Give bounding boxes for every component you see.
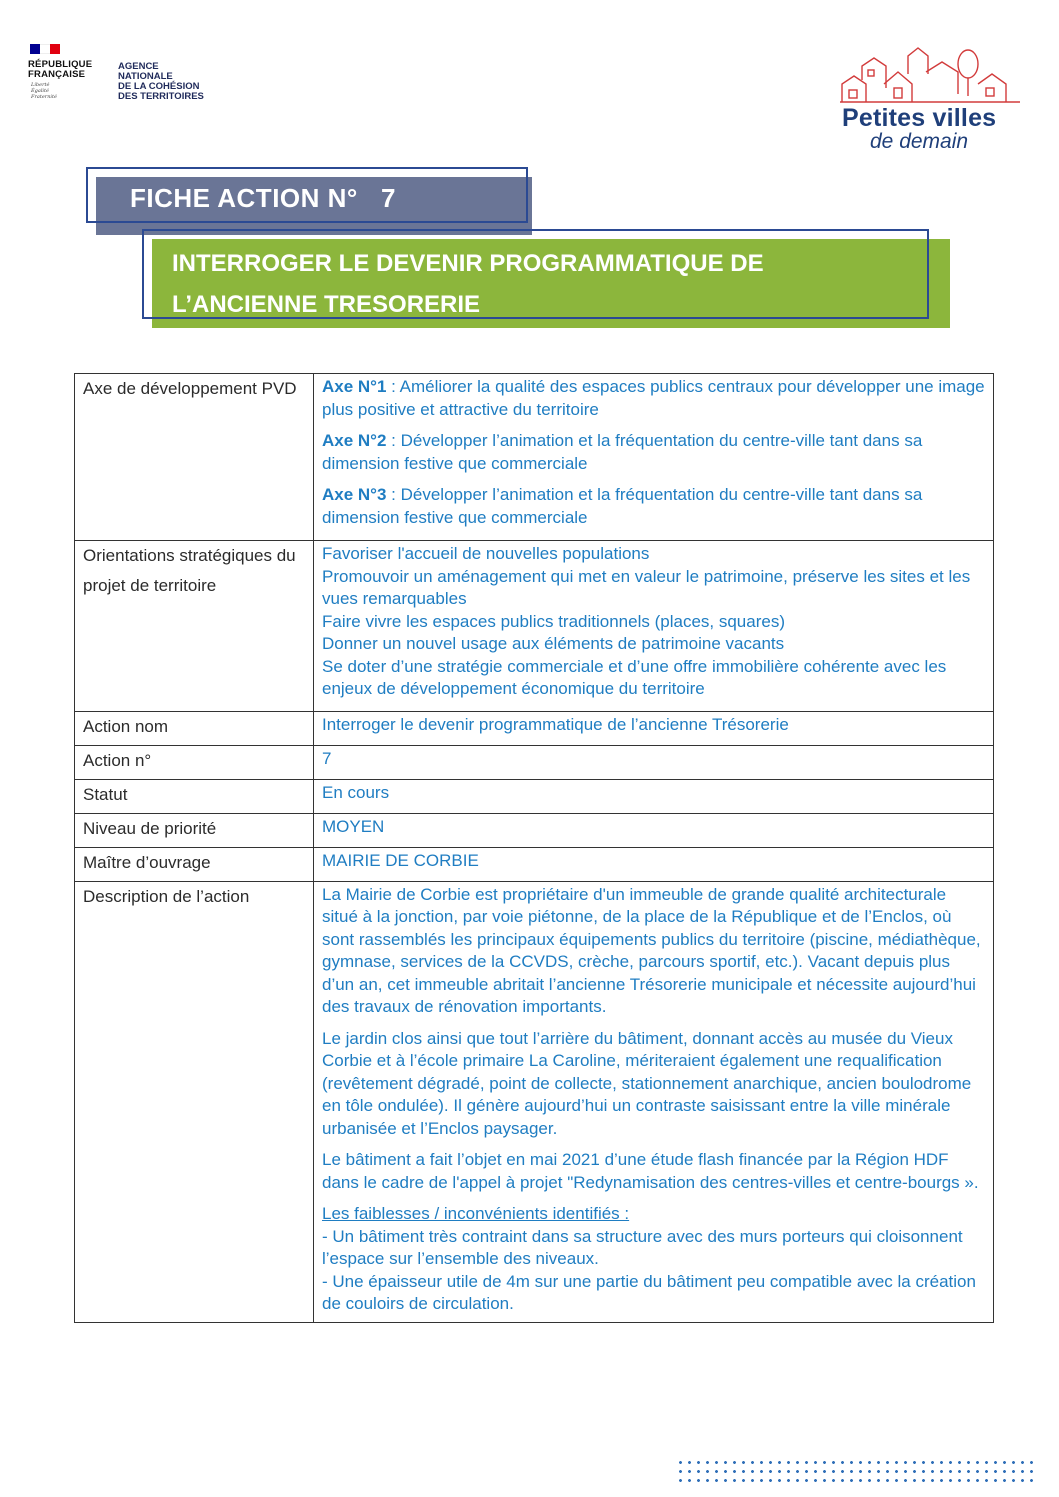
table-row — [75, 745, 994, 779]
description-paragraph: Le bâtiment a fait l’objet en mai 2021 d’une étude flash financée par la Région HDF dans le cadre de l'appel à projet "Redynamisation des centres-villes et centre-bourgs ». — [322, 1150, 979, 1192]
table-row — [75, 847, 994, 881]
weaknesses-block — [322, 1203, 985, 1316]
republique-text: RÉPUBLIQUE FRANÇAISE — [28, 59, 93, 80]
statut-label: Statut — [75, 779, 314, 813]
agency-name: AGENCE NATIONALE DE LA COHÉSION DES TERRITOIRES — [118, 61, 204, 102]
priorite-label: Niveau de priorité — [75, 813, 314, 847]
table-row — [75, 374, 994, 541]
table-row — [75, 779, 994, 813]
weaknesses-title: Les faiblesses / inconvénients identifiés : — [322, 1204, 630, 1223]
axe-value — [314, 374, 994, 541]
description-paragraph: Le jardin clos ainsi que tout l’arrière du bâtiment, donnant accès au musée du Vieux Corbie et à l’école primaire La Caroline, mériteraient également une requalification (revêtement dégradé, point de collecte, stationnement anarchique, ancien boulodrome en tôle ondulée). Il génère aujourd’hui un contraste saisissant entre la ville minérale urbanisée et l’Enclos paysager. — [322, 1028, 972, 1138]
axe-item: Axe N°3 : Développer l’animation et la fréquentation du centre-ville tant dans sa dimension festive que commerciale — [322, 485, 923, 527]
description-label: Description de l’action — [75, 881, 314, 1322]
fiche-action-table — [74, 373, 994, 1323]
fiche-action-title: FICHE ACTION N° 7 — [130, 183, 396, 213]
action-num-value: 7 — [314, 745, 994, 779]
weakness-item: - Un bâtiment très contraint dans sa structure avec des murs porteurs qui cloisonnent l’espace sur l’ensemble des niveaux. — [322, 1226, 963, 1268]
republique-francaise-logo — [28, 44, 204, 102]
statut-value: En cours — [314, 779, 994, 813]
village-houses-icon — [838, 44, 1028, 106]
list-item: Favoriser l'accueil de nouvelles populations — [322, 544, 650, 563]
action-num-label: Action n° — [75, 745, 314, 779]
decorative-dots — [676, 1458, 1038, 1484]
axe-item: Axe N°2 : Développer l’animation et la fréquentation du centre-ville tant dans sa dimension festive que commerciale — [322, 431, 923, 473]
french-flag-icon — [30, 44, 60, 54]
action-nom-value: Interroger le devenir programmatique de l’ancienne Trésorerie — [314, 711, 994, 745]
action-subtitle: INTERROGER LE DEVENIR PROGRAMMATIQUE DE L’ANCIENNE TRESORERIE — [172, 250, 764, 318]
maitre-ouvrage-label: Maître d’ouvrage — [75, 847, 314, 881]
axe-item: Axe N°1 : Améliorer la qualité des espaces publics centraux pour développer une image plus positive et attractive du territoire — [322, 377, 985, 419]
table-row — [75, 881, 994, 1322]
table-row — [75, 541, 994, 712]
table-row — [75, 813, 994, 847]
table-row — [75, 711, 994, 745]
priorite-value: MOYEN — [314, 813, 994, 847]
action-nom-label: Action nom — [75, 711, 314, 745]
orientations-label: Orientations stratégiques du projet de territoire — [75, 541, 314, 712]
list-item: Faire vivre les espaces publics traditionnels (places, squares) — [322, 611, 785, 631]
list-item: Donner un nouvel usage aux éléments de patrimoine vacants — [322, 634, 785, 653]
pvd-title: Petites villes — [842, 104, 997, 132]
description-value — [314, 881, 994, 1322]
maitre-ouvrage-value: MAIRIE DE CORBIE — [314, 847, 994, 881]
weakness-item: - Une épaisseur utile de 4m sur une partie du bâtiment peu compatible avec la création de couloirs de circulation. — [322, 1271, 976, 1313]
petites-villes-de-demain-logo — [838, 44, 1028, 164]
orientations-value — [314, 541, 994, 712]
list-item: Promouvoir un aménagement qui met en valeur le patrimoine, préserve les sites et les vues remarquables — [322, 566, 971, 608]
description-paragraph: La Mairie de Corbie est propriétaire d'un immeuble de grande qualité architecturale situé à la jonction, par voie piétonne, de la place de la République et de l’Enclos, où sont rassemblés les principaux équipements publics du territoire (piscine, médiathèque, gymnase, services de la CCVDS, crèche, parcours sportif, etc.). Vacant depuis plus d’un an, cet immeuble abritait l’ancienne Trésorerie municipale et nécessite aujourd’hui des travaux de rénovation importants. — [322, 884, 981, 1016]
axe-label: Axe de développement PVD — [75, 374, 314, 541]
pvd-subtitle: de demain — [870, 130, 969, 153]
motto-text: Liberté Égalité Fraternité — [31, 82, 57, 100]
list-item: Se doter d’une stratégie commerciale et d’une offre immobilière cohérente avec les enjeux de développement économique du territoire — [322, 656, 947, 698]
